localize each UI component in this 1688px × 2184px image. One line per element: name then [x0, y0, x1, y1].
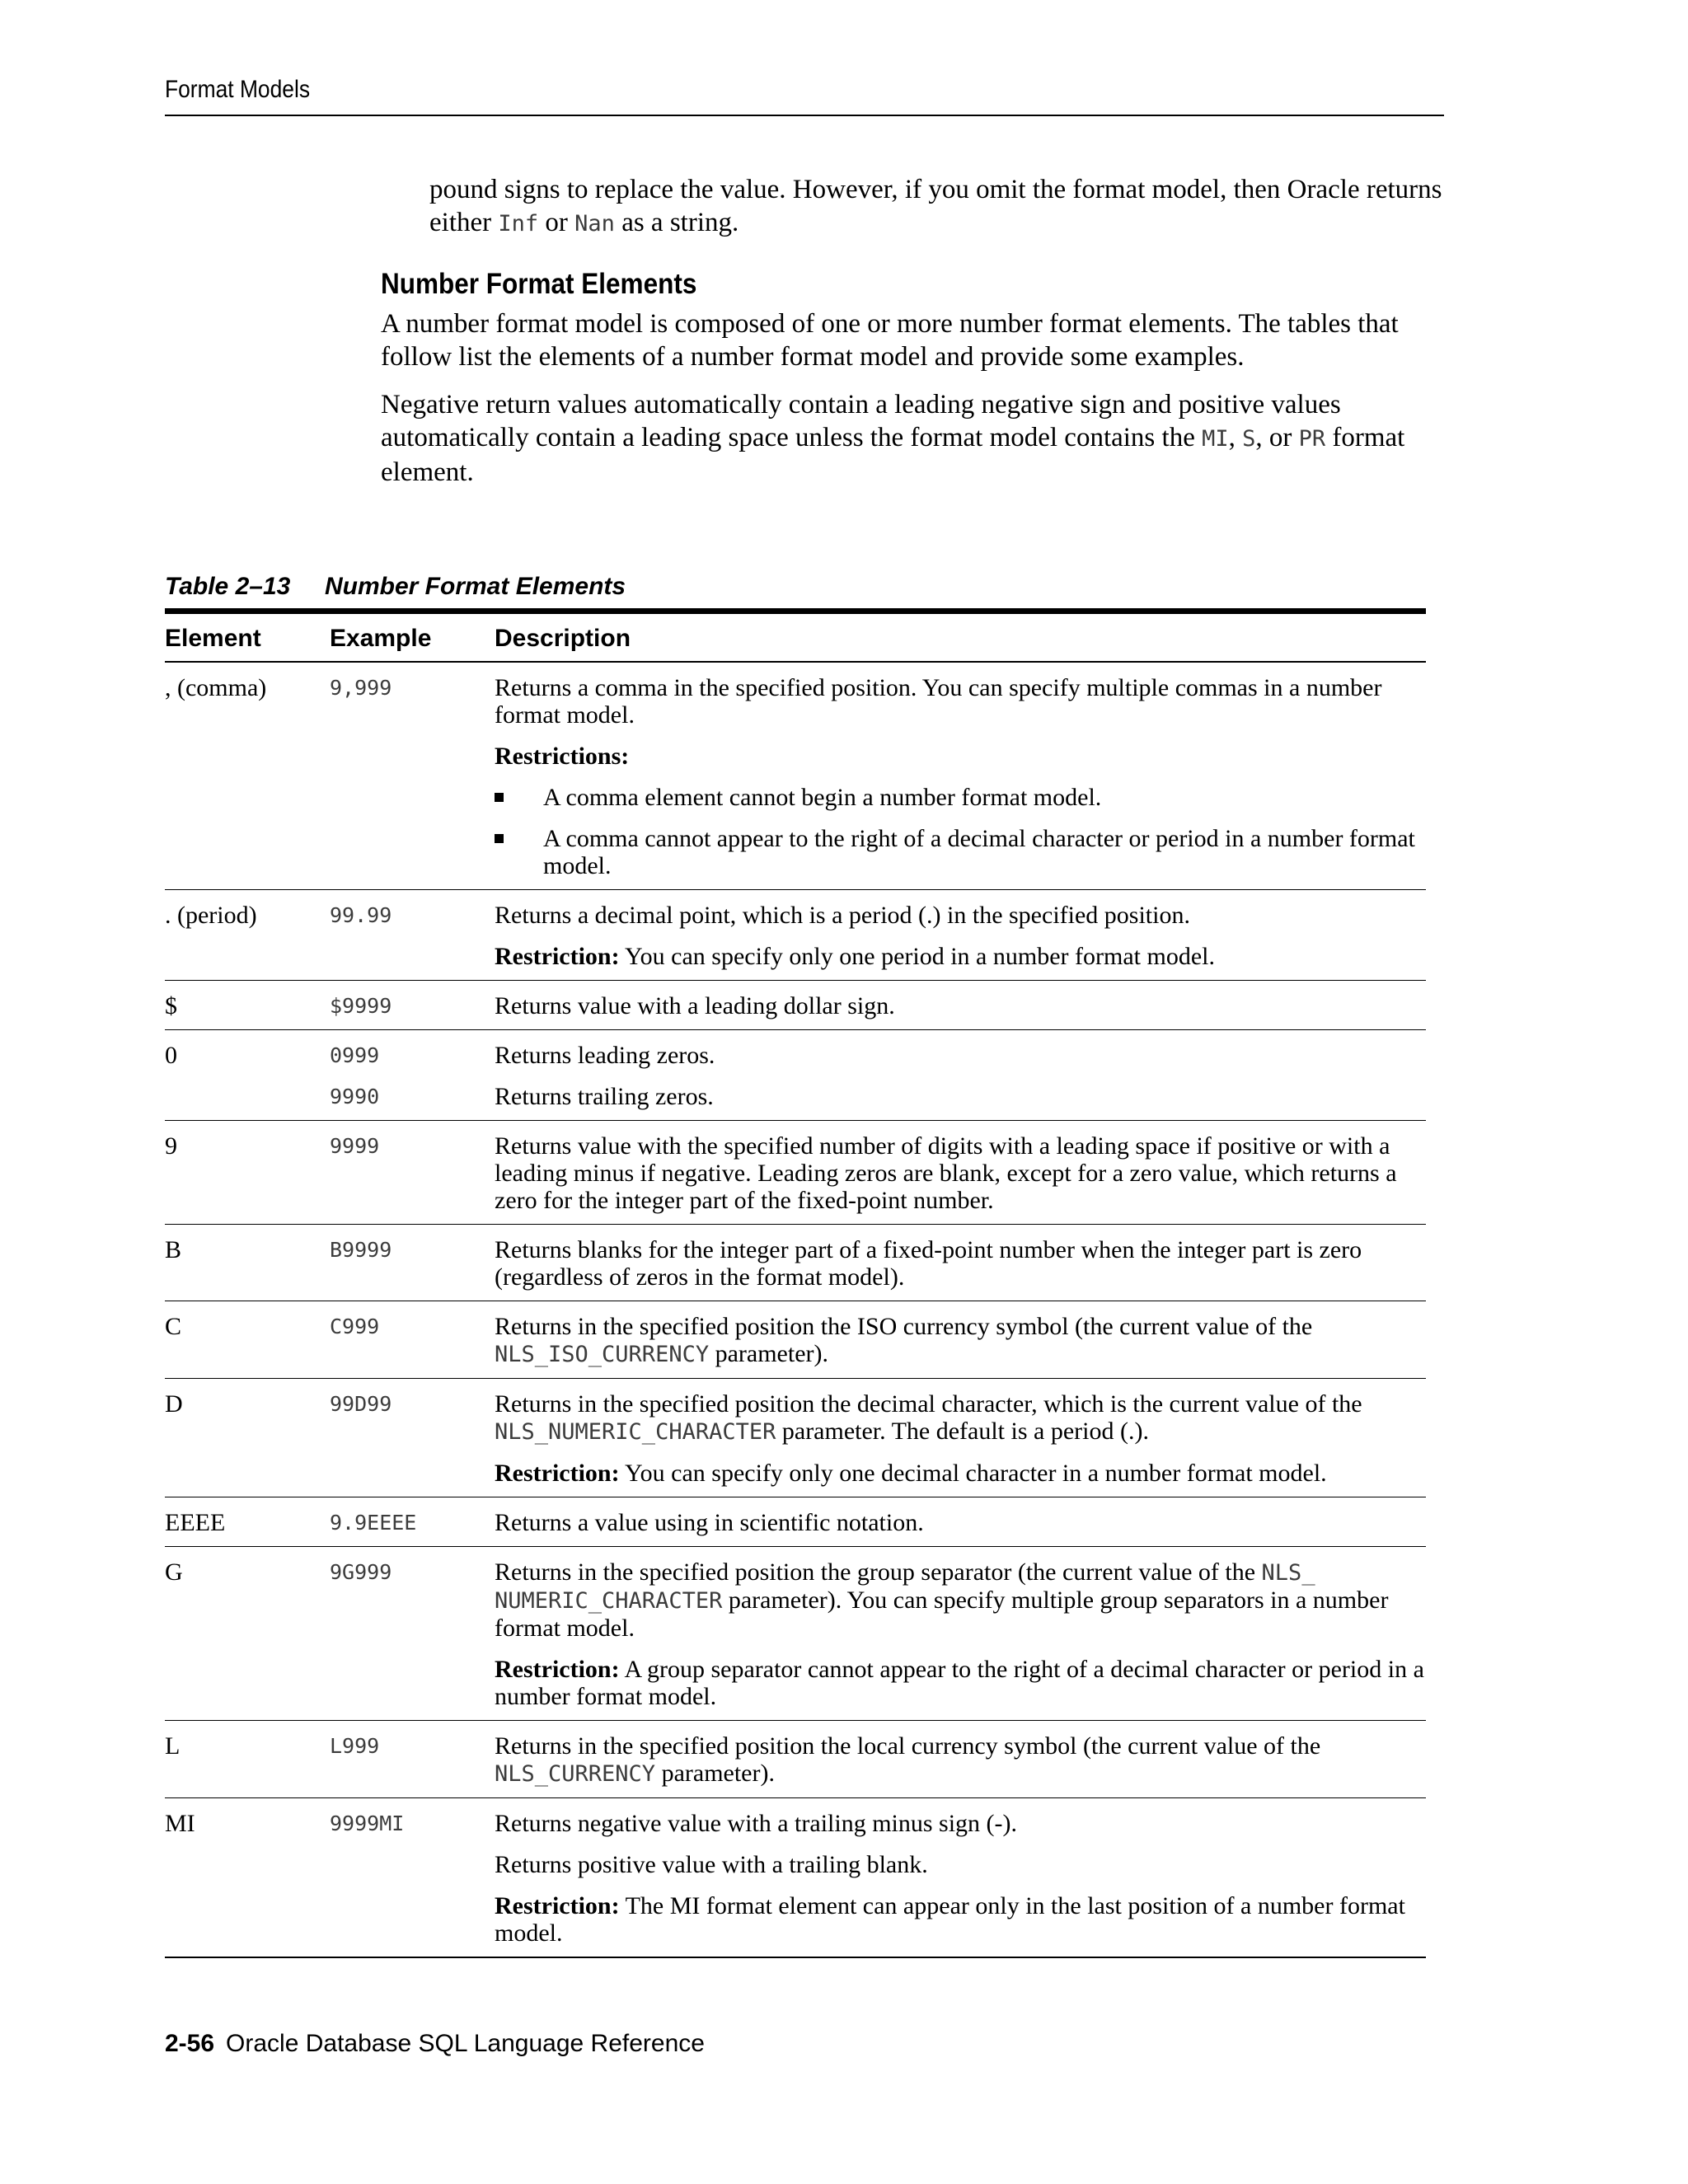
table-body: [165, 662, 1426, 1957]
description-text: parameter).: [655, 1760, 775, 1787]
table-row: [165, 1497, 1426, 1547]
restriction-text: A comma cannot appear to the right of a decimal character or period in a number format model.: [543, 825, 1415, 879]
example-cell: [330, 662, 495, 890]
element-cell: G: [165, 1547, 330, 1721]
element-cell: C: [165, 1301, 330, 1379]
example-cell: [330, 1547, 495, 1721]
table-row: [165, 662, 1426, 890]
example-value: B9999: [330, 1238, 392, 1262]
description-paragraph: [495, 1083, 1426, 1110]
example-value: C999: [330, 1315, 380, 1338]
description-paragraph: [495, 1042, 1426, 1069]
description-text: A group separator cannot appear to the right of a decimal character or period in a number format model.: [495, 1656, 1424, 1710]
description-cell: [495, 981, 1426, 1030]
table-caption-number: Table 2–13: [165, 573, 291, 600]
element-cell: 0: [165, 1030, 330, 1121]
table-header-row: [165, 612, 1426, 663]
description-text: Returns in the specified position the local currency symbol (the current value of the: [495, 1732, 1321, 1760]
example-value: 9999: [330, 1134, 380, 1158]
negative-text-d: format element.: [381, 423, 1405, 487]
description-cell: [495, 1301, 1426, 1379]
description-text: The MI format element can appear only in the last position of a number format model.: [495, 1892, 1405, 1947]
example-cell: [330, 1225, 495, 1301]
negative-text-b: ,: [1228, 423, 1243, 452]
description-paragraph: [495, 1460, 1426, 1487]
restriction-label: Restriction:: [495, 1892, 620, 1919]
description-cell: [495, 1721, 1426, 1798]
example-cell: [330, 1301, 495, 1379]
header-rule: [165, 115, 1444, 116]
description-text: Returns value with the specified number of digits with a leading space if positive or with a leading minus if negative. Leading zeros are blank, except for a zero value, which returns a zero for the integer part of the fixed-point number.: [495, 1132, 1397, 1214]
description-paragraph: [495, 1313, 1426, 1368]
example-value: 0999: [330, 1043, 380, 1067]
description-paragraph: [495, 1810, 1426, 1837]
parameter-name: NLS_ NUMERIC_CHARACTER: [495, 1560, 1315, 1614]
table-row: [165, 1030, 1426, 1121]
description-text: parameter). You can specify multiple group separators in a number format model.: [495, 1586, 1389, 1642]
negative-text-a: Negative return values automatically contain a leading negative sign and positive values automatically contain a leading space unless the format model contains the: [381, 390, 1341, 452]
description-text: Returns leading zeros.: [495, 1042, 715, 1069]
description-text: Returns trailing zeros.: [495, 1083, 714, 1110]
description-paragraph: [495, 943, 1426, 970]
description-paragraph: [495, 1732, 1426, 1788]
restriction-item: [495, 784, 1426, 811]
parameter-name: NLS_CURRENCY: [495, 1761, 656, 1787]
description-cell: [495, 1121, 1426, 1225]
restriction-item: [495, 825, 1426, 879]
example-value: 9,999: [330, 676, 392, 700]
example-value: 9.9EEEE: [330, 1511, 417, 1535]
description-text: Returns in the specified position the group separator (the current value of the: [495, 1558, 1262, 1586]
table-row: [165, 1301, 1426, 1379]
table-row: [165, 1379, 1426, 1497]
description-text: Returns a comma in the specified position. You can specify multiple commas in a number format model.: [495, 674, 1382, 729]
element-cell: , (comma): [165, 662, 330, 890]
description-paragraph: [495, 1892, 1426, 1947]
element-cell: L: [165, 1721, 330, 1798]
description-paragraph: [495, 1509, 1426, 1536]
example-cell: [330, 981, 495, 1030]
element-cell: . (period): [165, 890, 330, 981]
example-cell: [330, 1121, 495, 1225]
description-text: Returns negative value with a trailing minus sign (-).: [495, 1810, 1018, 1837]
restriction-label: Restriction:: [495, 1460, 620, 1487]
negative-text-c: , or: [1255, 423, 1299, 452]
restriction-list: [495, 784, 1426, 879]
description-text: Returns value with a leading dollar sign.: [495, 992, 895, 1019]
description-cell: [495, 890, 1426, 981]
description-text: Returns blanks for the integer part of a fixed-point number when the integer part is zero (regardless of zeros in the format model).: [495, 1236, 1362, 1291]
table-row: [165, 1547, 1426, 1721]
description-paragraph: [495, 1390, 1426, 1446]
continued-text-a: pound signs to replace the value. However, if you omit the format model, then Oracle returns either: [429, 175, 1442, 237]
description-text: Returns a value using in scientific notation.: [495, 1509, 924, 1536]
example-value: 99.99: [330, 903, 392, 927]
negative-values-paragraph: [381, 388, 1444, 489]
bullet-icon: [495, 834, 504, 843]
description-text: Returns positive value with a trailing blank.: [495, 1851, 928, 1878]
description-paragraph: [495, 1236, 1426, 1291]
description-cell: [495, 1497, 1426, 1547]
description-paragraph: [495, 1656, 1426, 1710]
description-cell: [495, 1030, 1426, 1121]
continued-text-c: as a string.: [614, 208, 739, 237]
running-header: Format Models: [165, 76, 311, 103]
inline-code-pr: PR: [1298, 426, 1326, 452]
example-value: L999: [330, 1734, 380, 1758]
description-paragraph: [495, 743, 1426, 770]
example-value: 99D99: [330, 1392, 392, 1416]
page-footer: [165, 2030, 705, 2058]
example-cell: [330, 890, 495, 981]
description-text: Returns a decimal point, which is a period (.) in the specified position.: [495, 902, 1190, 929]
inline-code-inf: Inf: [498, 211, 539, 237]
description-text: Returns in the specified position the ISO currency symbol (the current value of the: [495, 1313, 1313, 1340]
example-cell: [330, 1721, 495, 1798]
element-cell: EEEE: [165, 1497, 330, 1547]
element-cell: 9: [165, 1121, 330, 1225]
description-text: You can specify only one decimal character in a number format model.: [619, 1460, 1327, 1487]
description-cell: [495, 1225, 1426, 1301]
description-paragraph: [495, 1132, 1426, 1214]
description-paragraph: [495, 1851, 1426, 1878]
table-row: [165, 890, 1426, 981]
table-row: [165, 1225, 1426, 1301]
intro-paragraph: A number format model is composed of one or more number format elements. The tables that follow list the elements of a number format model and provide some examples.: [381, 309, 1399, 372]
description-paragraph: [495, 992, 1426, 1019]
table-row: [165, 1798, 1426, 1958]
restriction-label: Restrictions:: [495, 743, 630, 770]
description-cell: [495, 662, 1426, 890]
table-caption-title: Number Format Elements: [325, 573, 626, 600]
number-format-table: [165, 608, 1426, 1958]
body-column: [381, 173, 1444, 489]
table-row: [165, 981, 1426, 1030]
element-cell: B: [165, 1225, 330, 1301]
description-paragraph: [495, 1558, 1426, 1642]
restriction-label: Restriction:: [495, 1656, 620, 1683]
description-cell: [495, 1547, 1426, 1721]
parameter-name: NLS_NUMERIC_CHARACTER: [495, 1419, 776, 1445]
description-text: Returns in the specified position the decimal character, which is the current value of the: [495, 1390, 1362, 1418]
continued-paragraph: [381, 173, 1444, 241]
example-value: 9G999: [330, 1560, 392, 1584]
bullet-icon: [495, 793, 504, 802]
header-element: Element: [165, 612, 330, 663]
header-example: Example: [330, 612, 495, 663]
example-cell: [330, 1030, 495, 1121]
example-value: 9990: [330, 1085, 380, 1108]
table-row: [165, 1721, 1426, 1798]
restriction-label: Restriction:: [495, 943, 620, 970]
table-row: [165, 1121, 1426, 1225]
element-cell: D: [165, 1379, 330, 1497]
description-paragraph: [495, 674, 1426, 729]
inline-code-mi: MI: [1202, 426, 1229, 452]
parameter-name: NLS_ISO_CURRENCY: [495, 1342, 710, 1367]
table-caption: [165, 573, 626, 601]
example-cell: [330, 1497, 495, 1547]
element-cell: MI: [165, 1798, 330, 1958]
description-text: parameter. The default is a period (.).: [776, 1418, 1149, 1445]
example-value: 9999MI: [330, 1811, 405, 1835]
description-text: parameter).: [709, 1340, 828, 1367]
description-paragraph: [495, 902, 1426, 929]
example-cell: [330, 1798, 495, 1958]
description-text: You can specify only one period in a number format model.: [619, 943, 1215, 970]
book-title: Oracle Database SQL Language Reference: [226, 2030, 705, 2057]
continued-text-b: or: [538, 208, 575, 237]
section-heading: Number Format Elements: [381, 268, 697, 300]
example-value: $9999: [330, 994, 392, 1018]
restriction-text: A comma element cannot begin a number format model.: [543, 784, 1102, 811]
header-description: Description: [495, 612, 1426, 663]
description-cell: [495, 1379, 1426, 1497]
page-number: 2-56: [165, 2030, 215, 2057]
example-cell: [330, 1379, 495, 1497]
inline-code-nan: Nan: [574, 211, 615, 237]
inline-code-s: S: [1242, 426, 1256, 452]
description-cell: [495, 1798, 1426, 1958]
element-cell: $: [165, 981, 330, 1030]
